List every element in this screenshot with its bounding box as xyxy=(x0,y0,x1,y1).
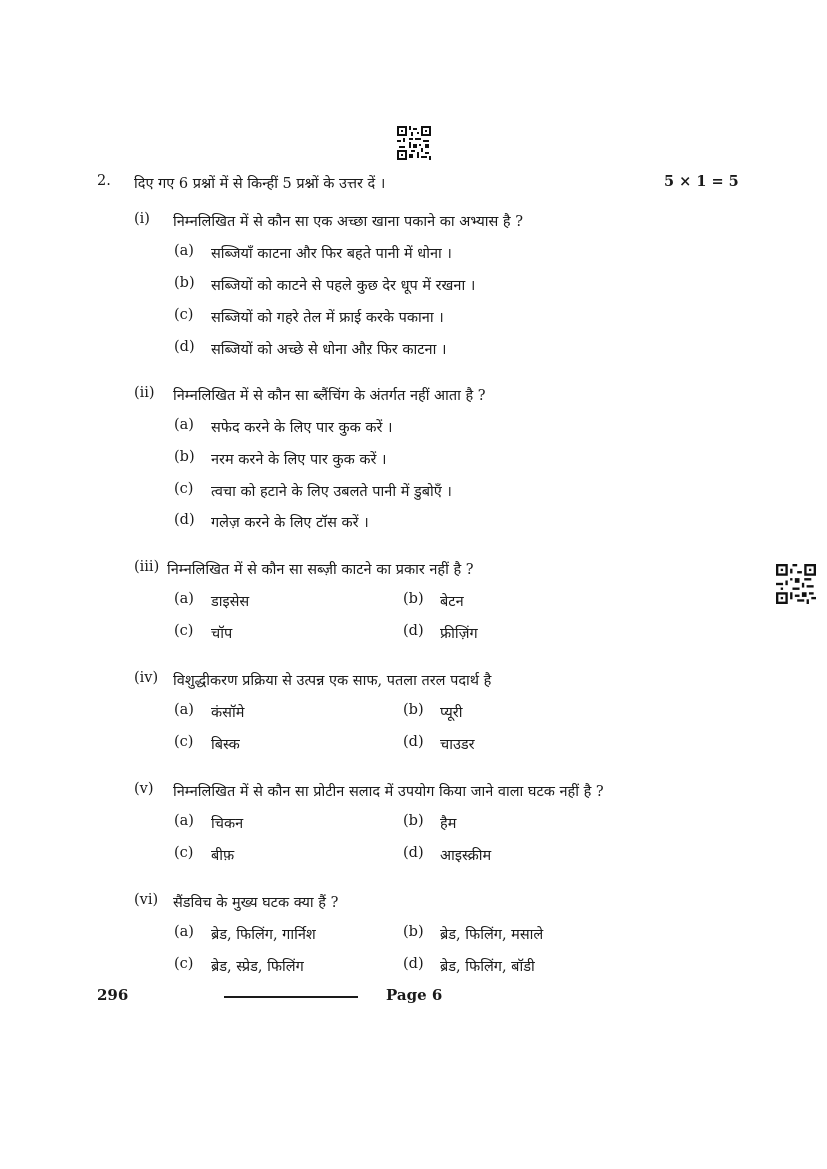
option-key: (b) xyxy=(174,449,195,465)
top-qr-code-icon xyxy=(397,126,431,160)
option-key: (a) xyxy=(174,591,194,607)
subquestion-number: (iii) xyxy=(134,559,160,575)
subquestion-number: (i) xyxy=(134,211,150,227)
option-key: (d) xyxy=(403,623,424,639)
option-key: (c) xyxy=(174,481,194,497)
option-text: सब्जियों को काटने से पहले कुछ देर धूप में रखना । xyxy=(211,278,476,294)
option-text: ब्रेड, फिलिंग, मसाले xyxy=(440,927,544,943)
option-key: (b) xyxy=(403,591,424,607)
option-text: डाइसेस xyxy=(211,594,250,610)
page-number: Page 6 xyxy=(386,986,443,1004)
option-text: हैम xyxy=(440,816,457,832)
subquestion-number: (vi) xyxy=(134,892,159,908)
option-key: (c) xyxy=(174,845,194,861)
option-text: सब्जियाँ काटना और फिर बहते पानी में धोना । xyxy=(211,246,452,262)
option-key: (d) xyxy=(403,845,424,861)
option-key: (d) xyxy=(174,512,195,528)
paper-code: 296 xyxy=(97,986,129,1004)
question-instruction: दिए गए 6 प्रश्नों में से किन्हीं 5 प्रश्नों के उत्तर दें । xyxy=(134,176,386,192)
subquestion-text: निम्नलिखित में से कौन सा प्रोटीन सलाद में उपयोग किया जाने वाला घटक नहीं है ? xyxy=(173,784,604,800)
option-text: बेटन xyxy=(440,594,464,610)
option-key: (b) xyxy=(174,275,195,291)
option-key: (d) xyxy=(403,956,424,972)
option-text: त्वचा को हटाने के लिए उबलते पानी में डुबोएँ । xyxy=(211,484,452,500)
option-text: गलेज़ करने के लिए टॉस करें । xyxy=(211,515,369,531)
subquestion-text: निम्नलिखित में से कौन सा एक अच्छा खाना पकाने का अभ्यास है ? xyxy=(173,214,524,230)
subquestion-number: (v) xyxy=(134,781,154,797)
option-key: (a) xyxy=(174,702,194,718)
option-key: (a) xyxy=(174,417,194,433)
option-key: (c) xyxy=(174,956,194,972)
option-key: (c) xyxy=(174,307,194,323)
option-key: (c) xyxy=(174,623,194,639)
option-key: (b) xyxy=(403,924,424,940)
option-text: सब्जियों को गहरे तेल में फ्राई करके पकाना । xyxy=(211,310,444,326)
option-text: कंसॉमे xyxy=(211,705,245,721)
option-key: (d) xyxy=(403,734,424,750)
option-text: ब्रेड, फिलिंग, बॉडी xyxy=(440,959,535,975)
option-key: (d) xyxy=(174,339,195,355)
subquestion-text: निम्नलिखित में से कौन सा ब्लैंचिंग के अंतर्गत नहीं आता है ? xyxy=(173,388,486,404)
footer-divider xyxy=(224,996,358,998)
subquestion-number: (ii) xyxy=(134,385,155,401)
option-text: सब्जियों को अच्छे से धोना औऱ फिर काटना । xyxy=(211,342,447,358)
option-text: सफेद करने के लिए पार कुक करें । xyxy=(211,420,393,436)
option-text: ब्रेड, स्प्रेड, फिलिंग xyxy=(211,959,304,975)
option-key: (b) xyxy=(403,702,424,718)
option-key: (c) xyxy=(174,734,194,750)
option-key: (b) xyxy=(403,813,424,829)
option-key: (a) xyxy=(174,243,194,259)
subquestion-text: निम्नलिखित में से कौन सा सब्ज़ी काटने का प्रकार नहीं है ? xyxy=(167,562,474,578)
option-text: चाउडर xyxy=(440,737,475,753)
option-text: नरम करने के लिए पार कुक करें । xyxy=(211,452,387,468)
question-marks: 5 × 1 = 5 xyxy=(664,173,739,190)
option-text: चिकन xyxy=(211,816,244,832)
subquestion-text: विशुद्धीकरण प्रक्रिया से उत्पन्न एक साफ, पतला तरल पदार्थ है xyxy=(173,673,492,689)
subquestion-text: सैंडविच के मुख्य घटक क्या हैं ? xyxy=(173,895,339,911)
option-text: बीफ़ xyxy=(211,848,235,864)
subquestion-number: (iv) xyxy=(134,670,159,686)
option-text: ब्रेड, फिलिंग, गार्निश xyxy=(211,927,316,943)
side-qr-code-icon xyxy=(776,564,816,604)
option-key: (a) xyxy=(174,813,194,829)
option-key: (a) xyxy=(174,924,194,940)
option-text: फ्रीज़िंग xyxy=(440,626,478,642)
option-text: बिस्क xyxy=(211,737,240,753)
option-text: आइस्क्रीम xyxy=(440,848,492,864)
option-text: प्यूरी xyxy=(440,705,463,721)
option-text: चॉप xyxy=(211,626,233,642)
question-number: 2. xyxy=(97,173,111,189)
